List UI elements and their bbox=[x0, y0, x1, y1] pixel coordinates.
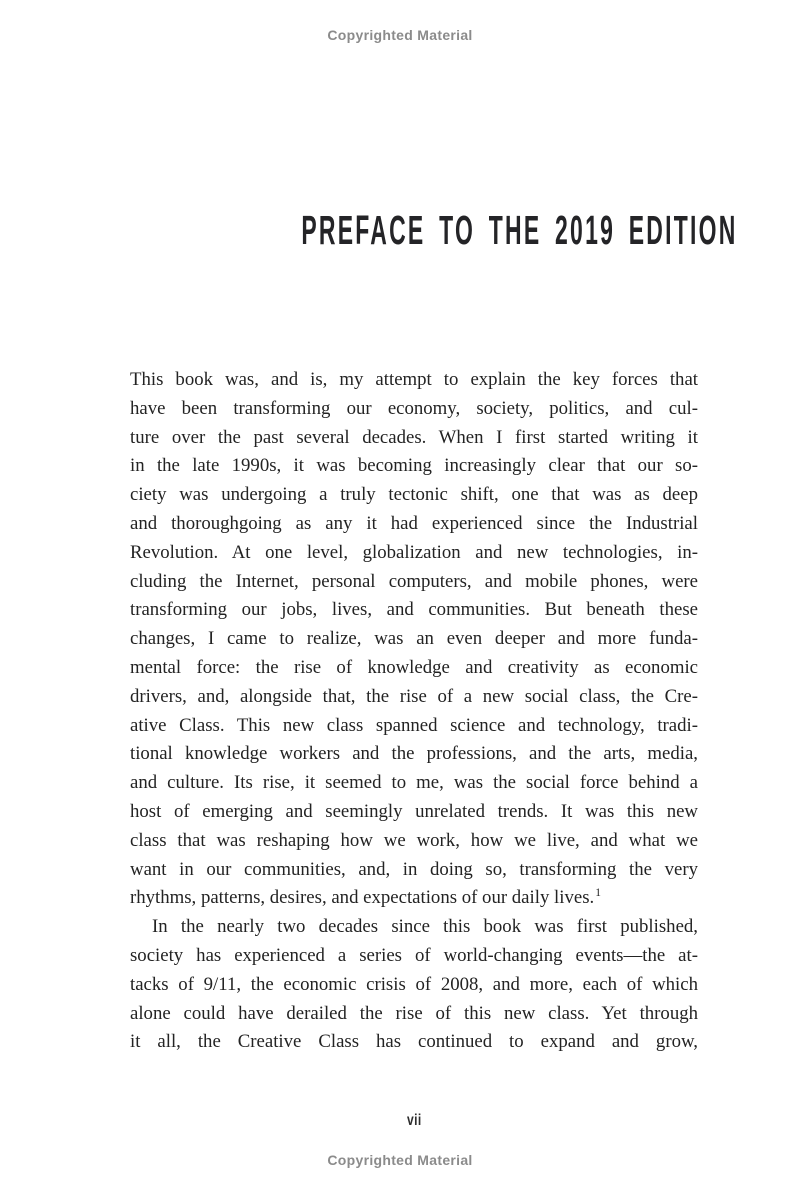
body-line: it all, the Creative Class has continued to expand and grow, bbox=[130, 1031, 698, 1053]
body-line: in the late 1990s, it was becoming increasingly clear that our so- bbox=[130, 455, 698, 477]
body-line: mental force: the rise of knowledge and creativity as economic bbox=[130, 656, 698, 678]
body-line: want in our communities, and, in doing so, transforming the very bbox=[130, 858, 698, 880]
body-line: host of emerging and seemingly unrelated trends. It was this new bbox=[130, 800, 698, 822]
body-line: Revolution. At one level, globalization and new technologies, in- bbox=[130, 541, 698, 563]
header-watermark: Copyrighted Material bbox=[327, 27, 473, 43]
footnote-marker: 1 bbox=[595, 887, 601, 900]
body-line: have been transforming our economy, society, politics, and cul- bbox=[130, 397, 698, 419]
body-line: changes, I came to realize, was an even deeper and more funda- bbox=[130, 628, 698, 650]
chapter-title bbox=[130, 205, 738, 255]
body-line: drivers, and, alongside that, the rise of a new social class, the Cre- bbox=[130, 685, 698, 707]
footer-watermark: Copyrighted Material bbox=[327, 1152, 473, 1168]
body-line: ciety was undergoing a truly tectonic shift, one that was as deep bbox=[130, 484, 698, 506]
page-number-text: vii bbox=[406, 1112, 422, 1129]
body-line: rhythms, patterns, desires, and expectations of our daily lives.$^1$ bbox=[130, 887, 601, 909]
body-line: In the nearly two decades since this book was first published, bbox=[152, 916, 698, 938]
body-line: and thoroughgoing as any it had experienced since the Industrial bbox=[130, 512, 698, 534]
body-line: cluding the Internet, personal computers, and mobile phones, were bbox=[130, 570, 698, 592]
body-line: ative Class. This new class spanned science and technology, tradi- bbox=[130, 714, 698, 736]
body-line: This book was, and is, my attempt to explain the key forces that bbox=[130, 369, 698, 390]
page-number bbox=[130, 1112, 698, 1130]
chapter-title-text: PREFACE TO THE 2019 EDITION bbox=[301, 207, 738, 253]
body-line: class that was reshaping how we work, how we live, and what we bbox=[130, 829, 698, 851]
body-line: tacks of 9/11, the economic crisis of 2008, and more, each of which bbox=[130, 973, 698, 995]
body-line: and culture. Its rise, it seemed to me, was the social force behind a bbox=[130, 772, 698, 794]
body-line: tional knowledge workers and the professions, and the arts, media, bbox=[130, 743, 698, 765]
body-text bbox=[130, 366, 698, 1057]
body-line: alone could have derailed the rise of this new class. Yet through bbox=[130, 1002, 698, 1024]
body-line: transforming our jobs, lives, and communities. But beneath these bbox=[130, 599, 698, 621]
body-line: ture over the past several decades. When I first started writing it bbox=[130, 426, 698, 448]
body-line: society has experienced a series of world-changing events—the at- bbox=[130, 944, 698, 966]
